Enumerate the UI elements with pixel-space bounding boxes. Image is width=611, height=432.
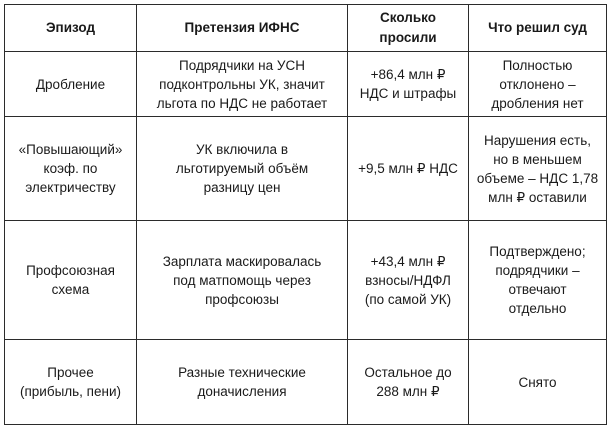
cell-decision: Нарушения есть, но в меньшем объеме – НДС 1,78 млн ₽ оставили: [469, 117, 607, 221]
cell-claim: УК включила в льготируемый объём разницу цен: [137, 117, 348, 221]
table-row: [5, 52, 607, 117]
table-row: [5, 221, 607, 340]
document-page: [4, 4, 607, 425]
table-row: [5, 117, 607, 221]
cell-decision: Подтверждено; подрядчики – отвечают отдельно: [469, 221, 607, 340]
cell-episode: Профсоюзная схема: [5, 221, 137, 340]
cell-episode: Прочее (прибыль, пени): [5, 340, 137, 425]
cell-amount: +43,4 млн ₽ взносы/НДФЛ (по самой УК): [348, 221, 469, 340]
cell-decision: Снято: [469, 340, 607, 425]
cell-episode: «Повышающий» коэф. по электричеству: [5, 117, 137, 221]
tax-episodes-table: [4, 4, 607, 425]
table-row: [5, 340, 607, 425]
cell-episode: Дробление: [5, 52, 137, 117]
cell-claim: Подрядчики на УСН подконтрольны УК, значит льгота по НДС не работает: [137, 52, 348, 117]
cell-amount: Остальное до 288 млн ₽: [348, 340, 469, 425]
header-claim: Претензия ИФНС: [137, 5, 348, 52]
header-amount: Сколько просили: [348, 5, 469, 52]
cell-decision: Полностью отклонено – дробления нет: [469, 52, 607, 117]
cell-claim: Зарплата маскировалась под матпомощь через профсоюзы: [137, 221, 348, 340]
header-decision: Что решил суд: [469, 5, 607, 52]
cell-claim: Разные технические доначисления: [137, 340, 348, 425]
table-header-row: [5, 5, 607, 52]
cell-amount: +9,5 млн ₽ НДС: [348, 117, 469, 221]
header-episode: Эпизод: [5, 5, 137, 52]
cell-amount: +86,4 млн ₽ НДС и штрафы: [348, 52, 469, 117]
